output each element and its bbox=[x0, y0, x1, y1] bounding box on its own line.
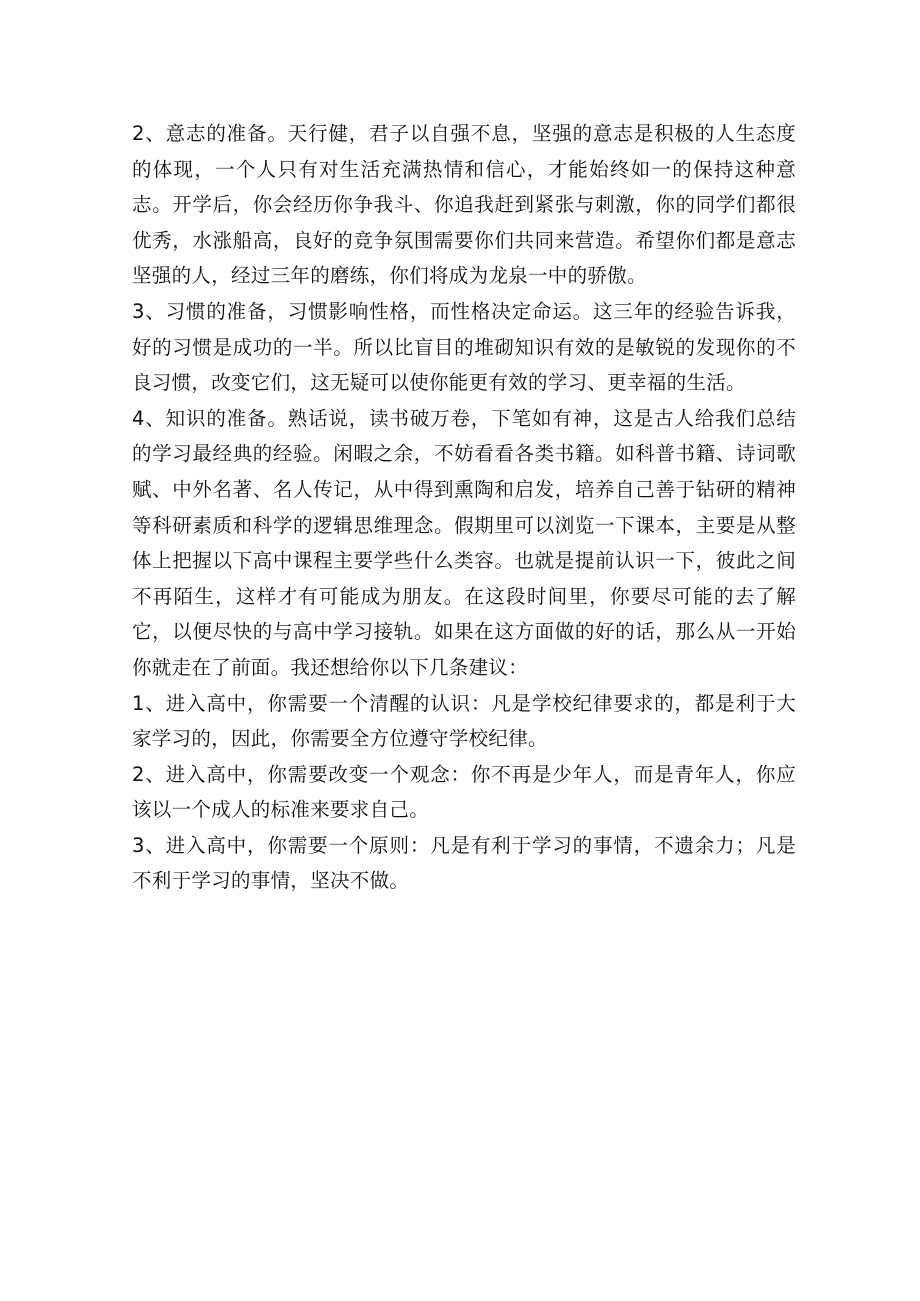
document-body bbox=[132, 116, 796, 899]
paragraph-suggestion-3: 3、进入高中，你需要一个原则：凡是有利于学习的事情，不遗余力；凡是不利于学习的事情，坚决不做。 bbox=[132, 833, 796, 893]
paragraph-habits: 3、习惯的准备，习惯影响性格，而性格决定命运。这三年的经验告诉我，好的习惯是成功的一半。所以比盲目的堆砌知识有效的是敏锐的发现你的不良习惯，改变它们，这无疑可以使你能更有效的学习、更幸福的生活。 bbox=[132, 299, 796, 395]
paragraph-knowledge: 4、知识的准备。熟话说，读书破万卷，下笔如有神，这是古人给我们总结的学习最经典的经验。闲暇之余，不妨看看各类书籍。如科普书籍、诗词歌赋、中外名著、名人传记，从中得到熏陶和启发，培养自己善于钻研的精神等科研素质和科学的逻辑思维理念。假期里可以浏览一下课本，主要是从整体上把握以下高中课程主要学些什么类容。也就是提前认识一下，彼此之间不再陌生，这样才有可能成为朋友。在这段时间里，你要尽可能的去了解它，以便尽快的与高中学习接轨。如果在这方面做的好的话，那么从一开始你就走在了前面。我还想给你以下几条建议： bbox=[132, 406, 796, 679]
paragraph-suggestion-1: 1、进入高中，你需要一个清醒的认识：凡是学校纪律要求的，都是利于大家学习的，因此，你需要全方位遵守学校纪律。 bbox=[132, 691, 796, 751]
paragraph-willpower: 2、意志的准备。天行健，君子以自强不息，坚强的意志是积极的人生态度的体现，一个人只有对生活充满热情和信心，才能始终如一的保持这种意志。开学后，你会经历你争我斗、你追我赶到紧张与刺激，你的同学们都很优秀，水涨船高，良好的竞争氛围需要你们共同来营造。希望你们都是意志坚强的人，经过三年的磨练，你们将成为龙泉一中的骄傲。 bbox=[132, 122, 796, 288]
paragraph-suggestion-2: 2、进入高中，你需要改变一个观念：你不再是少年人，而是青年人，你应该以一个成人的标准来要求自己。 bbox=[132, 762, 796, 822]
